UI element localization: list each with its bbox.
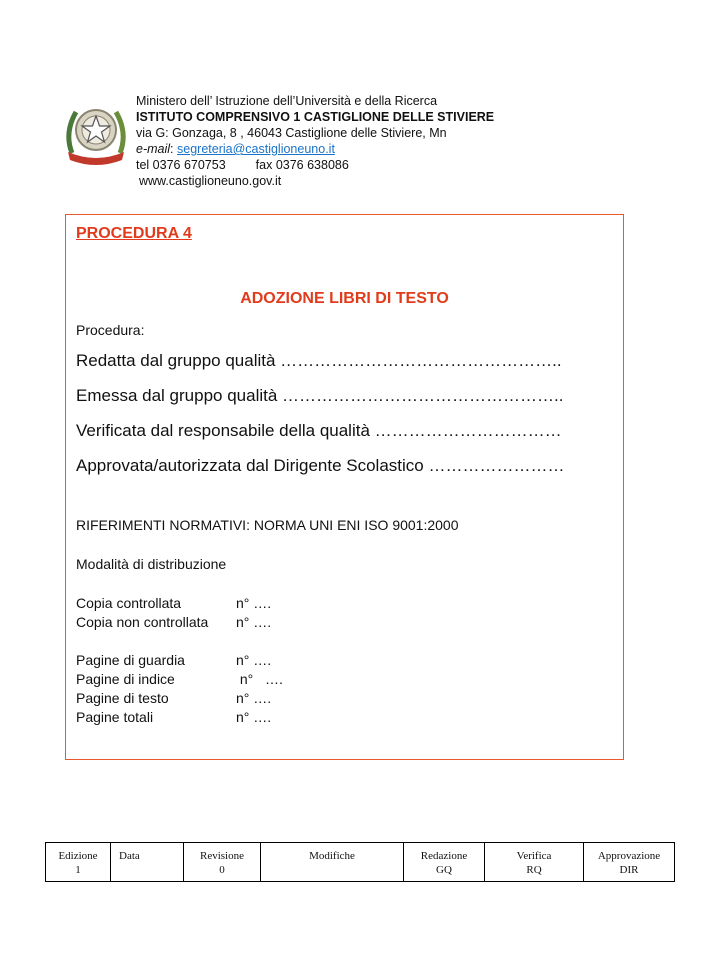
references: RIFERIMENTI NORMATIVI: NORMA UNI ENI ISO 9001:2000 xyxy=(76,517,459,533)
website[interactable]: www.castiglioneuno.gov.it xyxy=(139,174,282,188)
email-separator: : xyxy=(170,142,177,156)
pages-text-value: n° …. xyxy=(236,690,272,706)
pages-index-label: Pagine di indice xyxy=(76,671,175,687)
institute-address: via G: Gonzaga, 8 , 46043 Castiglione delle Stiviere, Mn xyxy=(136,126,447,140)
verification-cell: Verifica RQ xyxy=(485,843,584,882)
revision-cell: Revisione 0 xyxy=(184,843,261,882)
fax-number: fax 0376 638086 xyxy=(255,158,349,172)
pages-index-value: n° …. xyxy=(236,671,283,687)
phone-line xyxy=(136,157,494,173)
ministry-name: Ministero dell’ Istruzione dell’Università e della Ricerca xyxy=(136,94,438,108)
approval-cell: Approvazione DIR xyxy=(584,843,675,882)
drafting-cell: Redazione GQ xyxy=(404,843,485,882)
letterhead xyxy=(136,93,494,189)
copy-controlled-label: Copia controllata xyxy=(76,595,182,611)
procedure-title: ADOZIONE LIBRI DI TESTO xyxy=(240,290,449,307)
pages-guard-value: n° …. xyxy=(236,652,272,668)
changes-cell: Modifiche xyxy=(261,843,404,882)
revision-table xyxy=(45,842,675,882)
issued-line: Emessa dal gruppo qualità ………………………………………….. xyxy=(76,386,564,405)
verified-line: Verificata dal responsabile della qualità …………………………… xyxy=(76,421,562,440)
email-label: e-mail xyxy=(136,142,171,156)
pages-total-label: Pagine totali xyxy=(76,709,154,725)
procedure-label: Procedura: xyxy=(76,322,145,338)
pages-total-value: n° …. xyxy=(236,709,272,725)
pages-text-label: Pagine di testo xyxy=(76,690,169,706)
drafted-line: Redatta dal gruppo qualità ………………………………………….. xyxy=(76,351,562,370)
procedure-box xyxy=(65,214,624,760)
distribution-label: Modalità di distribuzione xyxy=(76,556,227,572)
pages-guard-label: Pagine di guardia xyxy=(76,652,185,668)
republic-emblem-icon xyxy=(62,98,130,168)
institute-name: ISTITUTO COMPRENSIVO 1 CASTIGLIONE DELLE STIVIERE xyxy=(136,110,495,124)
approved-line: Approvata/autorizzata dal Dirigente Scolastico …………………… xyxy=(76,456,565,475)
table-row xyxy=(46,843,675,882)
copy-uncontrolled-label: Copia non controllata xyxy=(76,614,209,630)
date-cell: Data xyxy=(111,843,184,882)
copy-controlled-value: n° …. xyxy=(236,595,272,611)
copy-uncontrolled-value: n° …. xyxy=(236,614,272,630)
edition-cell: Edizione 1 xyxy=(46,843,111,882)
tel-number: tel 0376 670753 xyxy=(136,158,226,172)
email-link[interactable]: segreteria@castiglioneuno.it xyxy=(177,142,335,156)
email-line xyxy=(136,141,494,157)
procedure-number: PROCEDURA 4 xyxy=(76,225,192,242)
